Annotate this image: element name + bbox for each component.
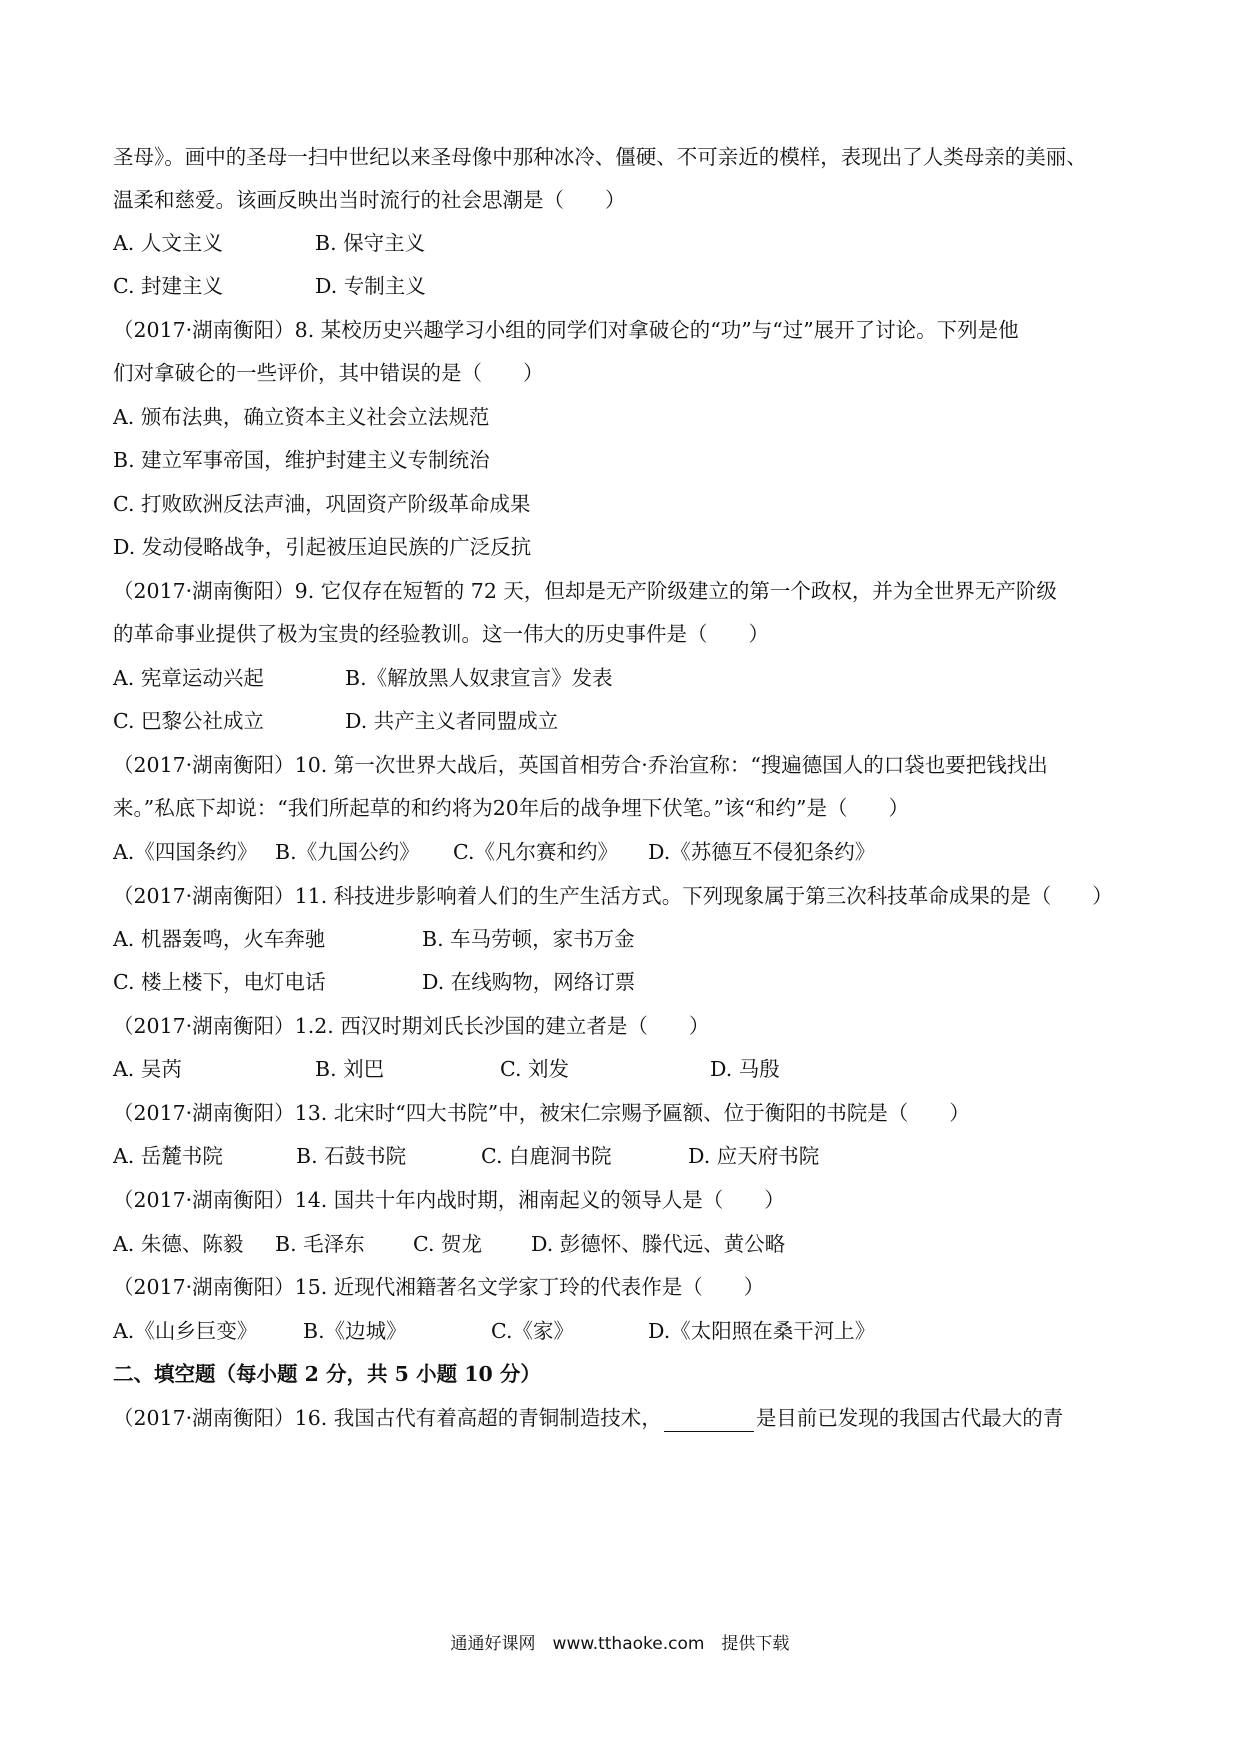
- q16-answer-blank[interactable]: [664, 1409, 754, 1432]
- q13-option-d: D. 应天府书院: [688, 1144, 820, 1168]
- q11-option-b: B. 车马劳顿，家书万金: [422, 927, 635, 951]
- q13-option-b: B. 石鼓书院: [296, 1144, 407, 1168]
- q9-option-d: D. 共产主义者同盟成立: [345, 709, 559, 733]
- q11-option-a: A. 机器轰鸣，火车奔驰: [113, 927, 326, 951]
- q9-option-b: B.《解放黑人奴隶宣言》发表: [345, 666, 613, 690]
- section-heading-fill-in: 二、填空题（每小题 2 分，共 5 小题 10 分）: [113, 1362, 541, 1386]
- q7-stem-line2: 温柔和慈爱。该画反映出当时流行的社会思潮是（ ）: [113, 188, 626, 212]
- q9-stem-line2: 的革命事业提供了极为宝贵的经验教训。这一伟大的历史事件是（ ）: [113, 622, 769, 646]
- q15-option-a: A.《山乡巨变》: [113, 1319, 258, 1343]
- q9-option-a: A. 宪章运动兴起: [113, 666, 264, 690]
- q8-option-c: C. 打败欧洲反法声浀，巩固资产阶级革命成果: [113, 492, 531, 516]
- q8-option-a: A. 颁布法典，确立资本主义社会立法规范: [113, 405, 490, 429]
- q15-stem-line1: （2017·湖南衡阳）15. 近现代湘籍著名文学家丁玲的代表作是（ ）: [113, 1275, 765, 1299]
- q13-option-a: A. 岳麓书院: [113, 1144, 223, 1168]
- q7-option-a: A. 人文主义: [113, 231, 223, 255]
- q10-option-c: C.《凡尔赛和约》: [453, 840, 618, 864]
- q16-stem-prefix: （2017·湖南衡阳）16. 我国古代有着高超的青铜制造技术，: [113, 1406, 662, 1430]
- q8-option-b: B. 建立军事帝国，维护封建主义专制统治: [113, 448, 490, 472]
- q14-stem-line1: （2017·湖南衡阳）14. 国共十年内战时期，湘南起义的领导人是（ ）: [113, 1188, 785, 1212]
- q10-option-a: A.《四国条约》: [113, 840, 258, 864]
- q10-option-d: D.《苏德互不侵犯条约》: [648, 840, 876, 864]
- q11-stem-line1: （2017·湖南衡阳）11. 科技进步影响着人们的生产生活方式。下列现象属于第三次科技革命成果的是（ ）: [113, 884, 1113, 908]
- q11-option-d: D. 在线购物，网络订票: [422, 970, 636, 994]
- q12-option-a: A. 吴芮: [113, 1057, 182, 1081]
- q7-stem-line1: 圣母》。画中的圣母一扫中世纪以来圣母像中那种冰冷、僵硬、不可亲近的模样，表现出了人类母亲的美丽、: [113, 145, 1087, 169]
- q12-option-d: D. 马殷: [710, 1057, 780, 1081]
- q10-stem-line2: 来。”私底下却说：“我们所起草的和约将为20年后的战争埋下伏笔。”该“和约”是（ ）: [113, 796, 909, 820]
- q10-stem-line1: （2017·湖南衡阳）10. 第一次世界大战后，英国首相劳合·乔治宣称：“搜遍德国人的口袋也要把钱找出: [113, 753, 1048, 777]
- q12-option-b: B. 刘巴: [315, 1057, 385, 1081]
- q14-option-c: C. 贺龙: [413, 1232, 482, 1256]
- q16-stem-suffix: 是目前已发现的我国古代最大的青: [755, 1406, 1064, 1430]
- q14-option-d: D. 彭德怀、滕代远、黄公略: [531, 1232, 786, 1256]
- q15-option-b: B.《边城》: [303, 1319, 407, 1343]
- q10-option-b: B.《九国公约》: [275, 840, 420, 864]
- q11-option-c: C. 楼上楼下，电灯电话: [113, 970, 326, 994]
- q9-option-c: C. 巴黎公社成立: [113, 709, 264, 733]
- page-footer: 通通好课网 www.tthaoke.com 提供下载: [450, 1634, 790, 1654]
- q8-stem-line2: 们对拿破仑的一些评价，其中错误的是（ ）: [113, 361, 544, 385]
- q7-option-d: D. 专制主义: [315, 274, 426, 298]
- q16-stem-line1: [113, 1404, 1063, 1432]
- q13-stem-line1: （2017·湖南衡阳）13. 北宋时“四大书院”中，被宋仁宗赐予匾额、位于衡阳的书院是（ ）: [113, 1101, 970, 1125]
- q9-stem-line1: （2017·湖南衡阳）9. 它仅存在短暂的 72 天，但却是无产阶级建立的第一个政权，并为全世界无产阶级: [113, 579, 1057, 603]
- q14-option-b: B. 毛泽东: [275, 1232, 365, 1256]
- q7-option-c: C. 封建主义: [113, 274, 223, 298]
- q12-option-c: C. 刘发: [500, 1057, 569, 1081]
- q12-stem-line1: （2017·湖南衡阳）1.2. 西汉时期刘氏长沙国的建立者是（ ）: [113, 1014, 710, 1038]
- q7-option-b: B. 保守主义: [315, 231, 426, 255]
- q13-option-c: C. 白鹿洞书院: [481, 1144, 612, 1168]
- q15-option-c: C.《家》: [491, 1319, 574, 1343]
- q8-option-d: D. 发动侵略战争，引起被压迫民族的广泛反抗: [113, 535, 532, 559]
- q14-option-a: A. 朱德、陈毅: [113, 1232, 244, 1256]
- q15-option-d: D.《太阳照在桑干河上》: [648, 1319, 876, 1343]
- q8-stem-line1: （2017·湖南衡阳）8. 某校历史兴趣学习小组的同学们对拿破仑的“功”与“过”展开了讨论。下列是他: [113, 318, 1019, 342]
